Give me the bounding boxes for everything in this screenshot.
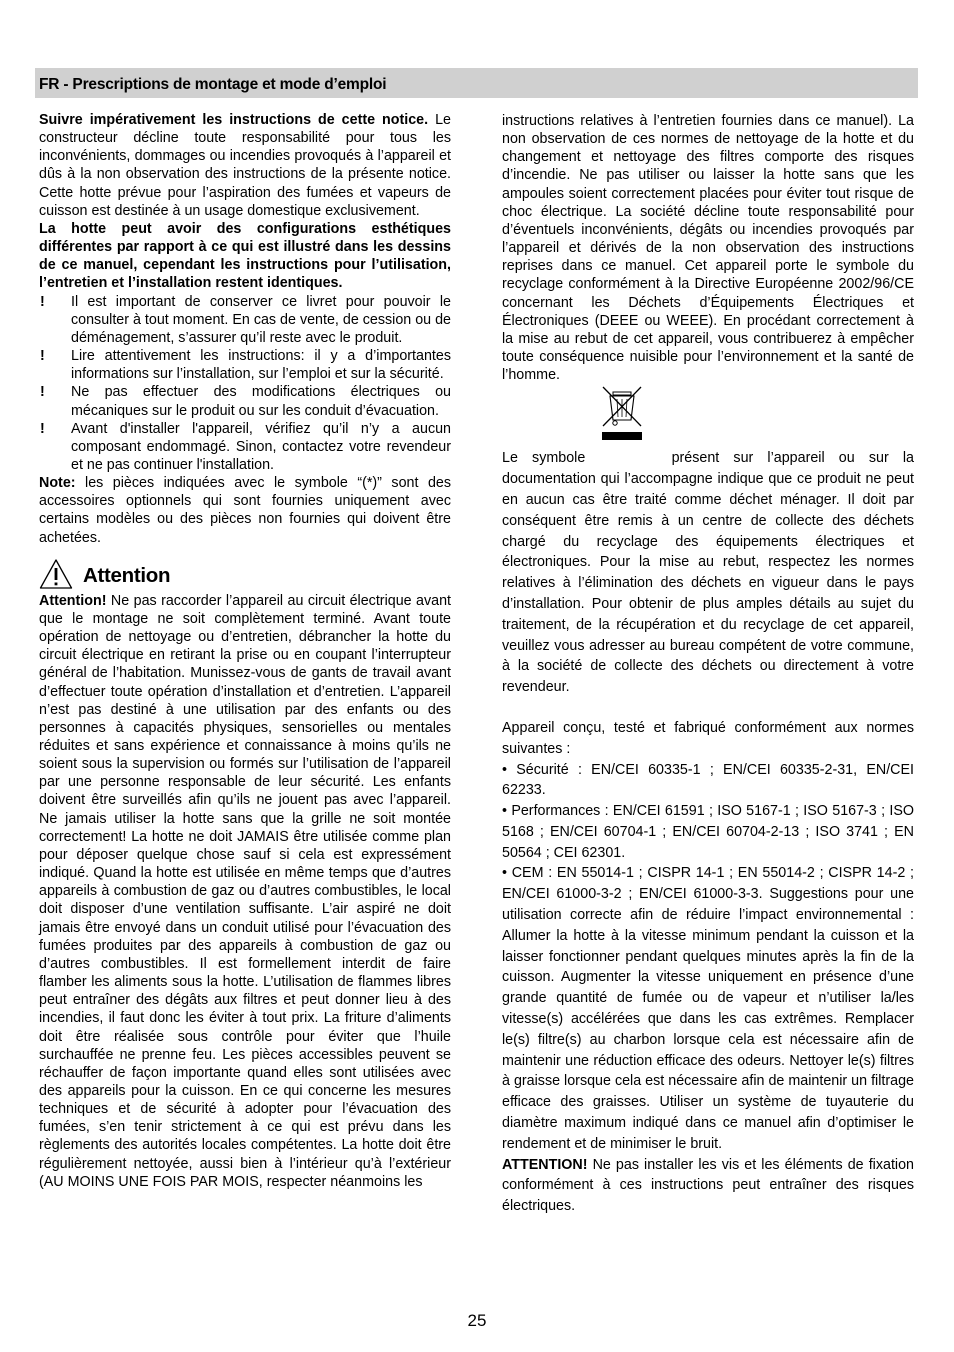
bullet-text: Ne pas effectuer des modifications électriques ou mécaniques sur le produit ou sur les conduit d’évacuation. xyxy=(71,384,451,419)
warning-triangle-icon xyxy=(39,558,73,590)
config-paragraph xyxy=(39,220,451,293)
final-attention-text: Ne pas installer les vis et les éléments de fixation conformément à ces instructions peut entraîner des risques électriques. xyxy=(502,1156,914,1215)
note-text: les pièces indiquées avec le symbole “(*)” sont des accessoires optionnels qui sont fournies uniquement avec certains modèles ou des pièces non fournies qui doivent être achetées. xyxy=(39,475,451,546)
bullet-item xyxy=(39,420,451,474)
left-column xyxy=(39,111,451,1191)
bullet-mark: ! xyxy=(40,384,45,401)
continuation-paragraph: instructions relatives à l’entretien fournies dans ce manuel). La non observation de ces normes de nettoyage de la hotte et du changement et nettoyage des filtres comporte des risques d’incendie. Ne pas utiliser ou laisser la hotte sans que les ampoules soient correctement placées pour éviter tout risque de choc électrique. La société décline toute responsabilité pour d’éventuels inconvénients, dégâts ou incendies provoqués par l’appareil et dérivés de la non observation des instructions reprises dans ce manuel. Cet appareil porte le symbole du recyclage conformément à la Directive Européenne 2002/96/CE concernant les Déchets d’Équipements Électriques et Électroniques (DEEE ou WEEE). En procédant correctement à la mise au rebut de cet appareil, vous contribuerez à empêcher toute conséquence nuisible pour l’environnement et la santé de l’homme. xyxy=(502,113,914,384)
norms-intro: Appareil conçu, testé et fabriqué conformément aux normes suivantes : xyxy=(502,719,914,757)
attention-text: Ne pas raccorder l’appareil au circuit électrique avant que le montage ne soit complètement terminé. Avant toute opération de nettoyage ou d’entretien, débrancher la hotte du circuit électrique en retirant la prise ou en coupant l’interrupteur général de l’habitation. Munissez-vous de gants de travail avant d’effectuer toute opération d’installation et d’entretien. L’appareil n’est pas destiné à une utilisation par des enfants ou des personnes à capacités physiques, sensorielles ou mentales réduites et sans expérience et connaissance à moins qu’ils ne soient sous la supervision ou formés sur l’utilisation de l’appareil par une personne responsable de leur sécurité. Les enfants doivent être surveillés afin qu’ils ne jouent pas avec l’appareil. Ne jamais utiliser la hotte sans que la grille ne soit montée correctement! La hotte ne doit JAMAIS être utilisée comme plan pour déposer quelque chose sauf si cela est expressément indiqué. Quand la hotte est utilisée en même temps que d’autres appareils à combustion de gaz ou d’autres combustibles, le local doit disposer d’une ventilation suffisante. L’air aspiré ne doit jamais être envoyé dans un conduit utilisé pour l’évacuation des fumées produites par des appareils à combustion de gaz ou d’autres combustibles. Il est formellement interdit de faire flamber les aliments sous la hotte. L’utilisation de flammes libres peut entraîner des dégâts aux filtres et peut donner lieu à des incendies, il faut donc les éviter à tout prix. La friture d’aliments doit être réalisée sous contrôle pour éviter que l’huile surchauffée ne prenne feu. Les pièces accessibles peuvent se réchauffer de façon importante quand elles sont utilisées avec des appareils pour la cuisson. En ce qui concerne les mesures techniques et de sécurité à adopter pour l’évacuation des fumées, s’en tenir strictement à ce qui est prévu dans les règlements des autorités locales compétentes. La hotte doit être régulièrement nettoyée, aussi bien à l’intérieur qu’à l’extérieur (AU MOINS UNE FOIS PAR MOIS, respecter néanmoins les xyxy=(39,592,451,1190)
bullet-mark: ! xyxy=(40,293,45,310)
norms-safety: • Sécurité : EN/CEI 60335-1 ; EN/CEI 60335-2-31, EN/CEI 62233. xyxy=(502,761,914,799)
norms-performance: • Performances : EN/CEI 61591 ; ISO 5167-1 ; ISO 5167-3 ; ISO 5168 ; EN/CEI 60704-1 ; EN/CEI 60704-2-13 ; ISO 3741 ; EN 50564 ; CEI 62301. xyxy=(502,803,914,861)
bullet-item xyxy=(39,347,451,383)
header-title: FR - Prescriptions de montage et mode d’emploi xyxy=(39,76,387,93)
attention-paragraph xyxy=(39,592,451,1191)
crossed-out-wheelie-bin-icon xyxy=(600,384,644,444)
intro-text: Le constructeur décline toute responsabilité pour tous les inconvénients, dommages ou incendies provoqués à l’appareil et dûs à la non observation des instructions de la présente notice. Cette hotte prévue pour l’aspiration des fumées et vapeurs de cuisson est destinée à un usage domestique exclusivement. xyxy=(39,112,451,219)
bullet-mark: ! xyxy=(40,348,45,365)
attention-heading-row xyxy=(39,556,451,592)
final-attention-paragraph xyxy=(502,1155,914,1217)
config-bold: La hotte peut avoir des configurations esthétiques différentes par rapport à ce qui est illustré dans les dessins de ce manuel, cependant les instructions pour l’utilisation, l’entretien et l’installation restent identiques. xyxy=(39,220,451,292)
bullet-text: Il est important de conserver ce livret pour pouvoir le consulter à tout moment. En cas de vente, de cession ou de déménagement, s’assurer qu’il reste avec le produit. xyxy=(71,293,451,346)
note-label: Note: xyxy=(39,475,76,492)
symbole-prefix: Le symbole xyxy=(502,450,600,467)
bullet-text: Avant d'installer l'appareil, vérifiez qu’il n’y a aucun composant endommagé. Sinon, contactez votre revendeur et ne pas continuer l'installation. xyxy=(71,420,451,473)
bullet-text: Lire attentivement les instructions: il y a d’importantes informations sur l’installation, sur l’emploi et sur la sécurité. xyxy=(71,348,451,383)
page-number: 25 xyxy=(467,1311,487,1330)
intro-bold: Suivre impérativement les instructions de cette notice. xyxy=(39,112,429,128)
final-attention-label: ATTENTION! xyxy=(502,1156,588,1173)
attention-heading: Attention xyxy=(83,563,171,587)
bullet-mark: ! xyxy=(40,420,45,437)
bullet-item xyxy=(39,383,451,419)
bullet-item xyxy=(39,293,451,347)
symbole-paragraph xyxy=(502,448,914,698)
symbole-text: présent sur l’appareil ou sur la documentation qui l’accompagne indique que ce produit ne peut en aucun cas être traité comme déchet ménager. Il doit par conséquent être remis à un centre de collecte des déchets chargé du recyclage des équipements électriques et électroniques. Pour la mise au rebut, respectez les normes relatives à l’élimination des déchets en vigueur dans le pays d’installation. Pour obtenir de plus amples détails au sujet du traitement, de la récupération et du recyclage de cet appareil, veuillez vous adresser au bureau compétent de votre commune, à la société de collecte des déchets ou directement à votre revendeur. xyxy=(502,450,914,696)
section-header xyxy=(35,68,918,98)
attention-label: Attention! xyxy=(39,592,107,609)
norms-cem: • CEM : EN 55014-1 ; CISPR 14-1 ; EN 55014-2 ; CISPR 14-2 ; EN/CEI 61000-3-2 ; EN/CEI 61000-3-3. Suggestions pour une utilisation correcte afin de réduire l’impact environnemental : Allumer la hotte à la vitesse minimum pendant la cuisson et la laisser fonctionner pendant quelques minutes après la fin de la cuisson. Augmenter la vitesse uniquement en présence d’une grande quantité de fumée ou de vapeur et n’utiliser la/les vitesse(s) accélérées que dans les cas extrêmes. Remplacer le(s) filtre(s) au charbon lorsque cela est nécessaire afin de maintenir une réduction efficace des odeurs. Nettoyer le(s) filtres à graisse lorsque cela est nécessaire afin de maintenir un filtrage efficace des graisses. Utiliser un système de tuyauterie du diamètre maximum indiqué dans ce manuel afin d’optimiser le rendement et de minimiser le bruit. xyxy=(502,865,914,1152)
intro-paragraph xyxy=(39,111,451,220)
right-column xyxy=(502,112,914,1217)
note-paragraph xyxy=(39,474,451,547)
weee-symbol-block xyxy=(502,384,914,448)
